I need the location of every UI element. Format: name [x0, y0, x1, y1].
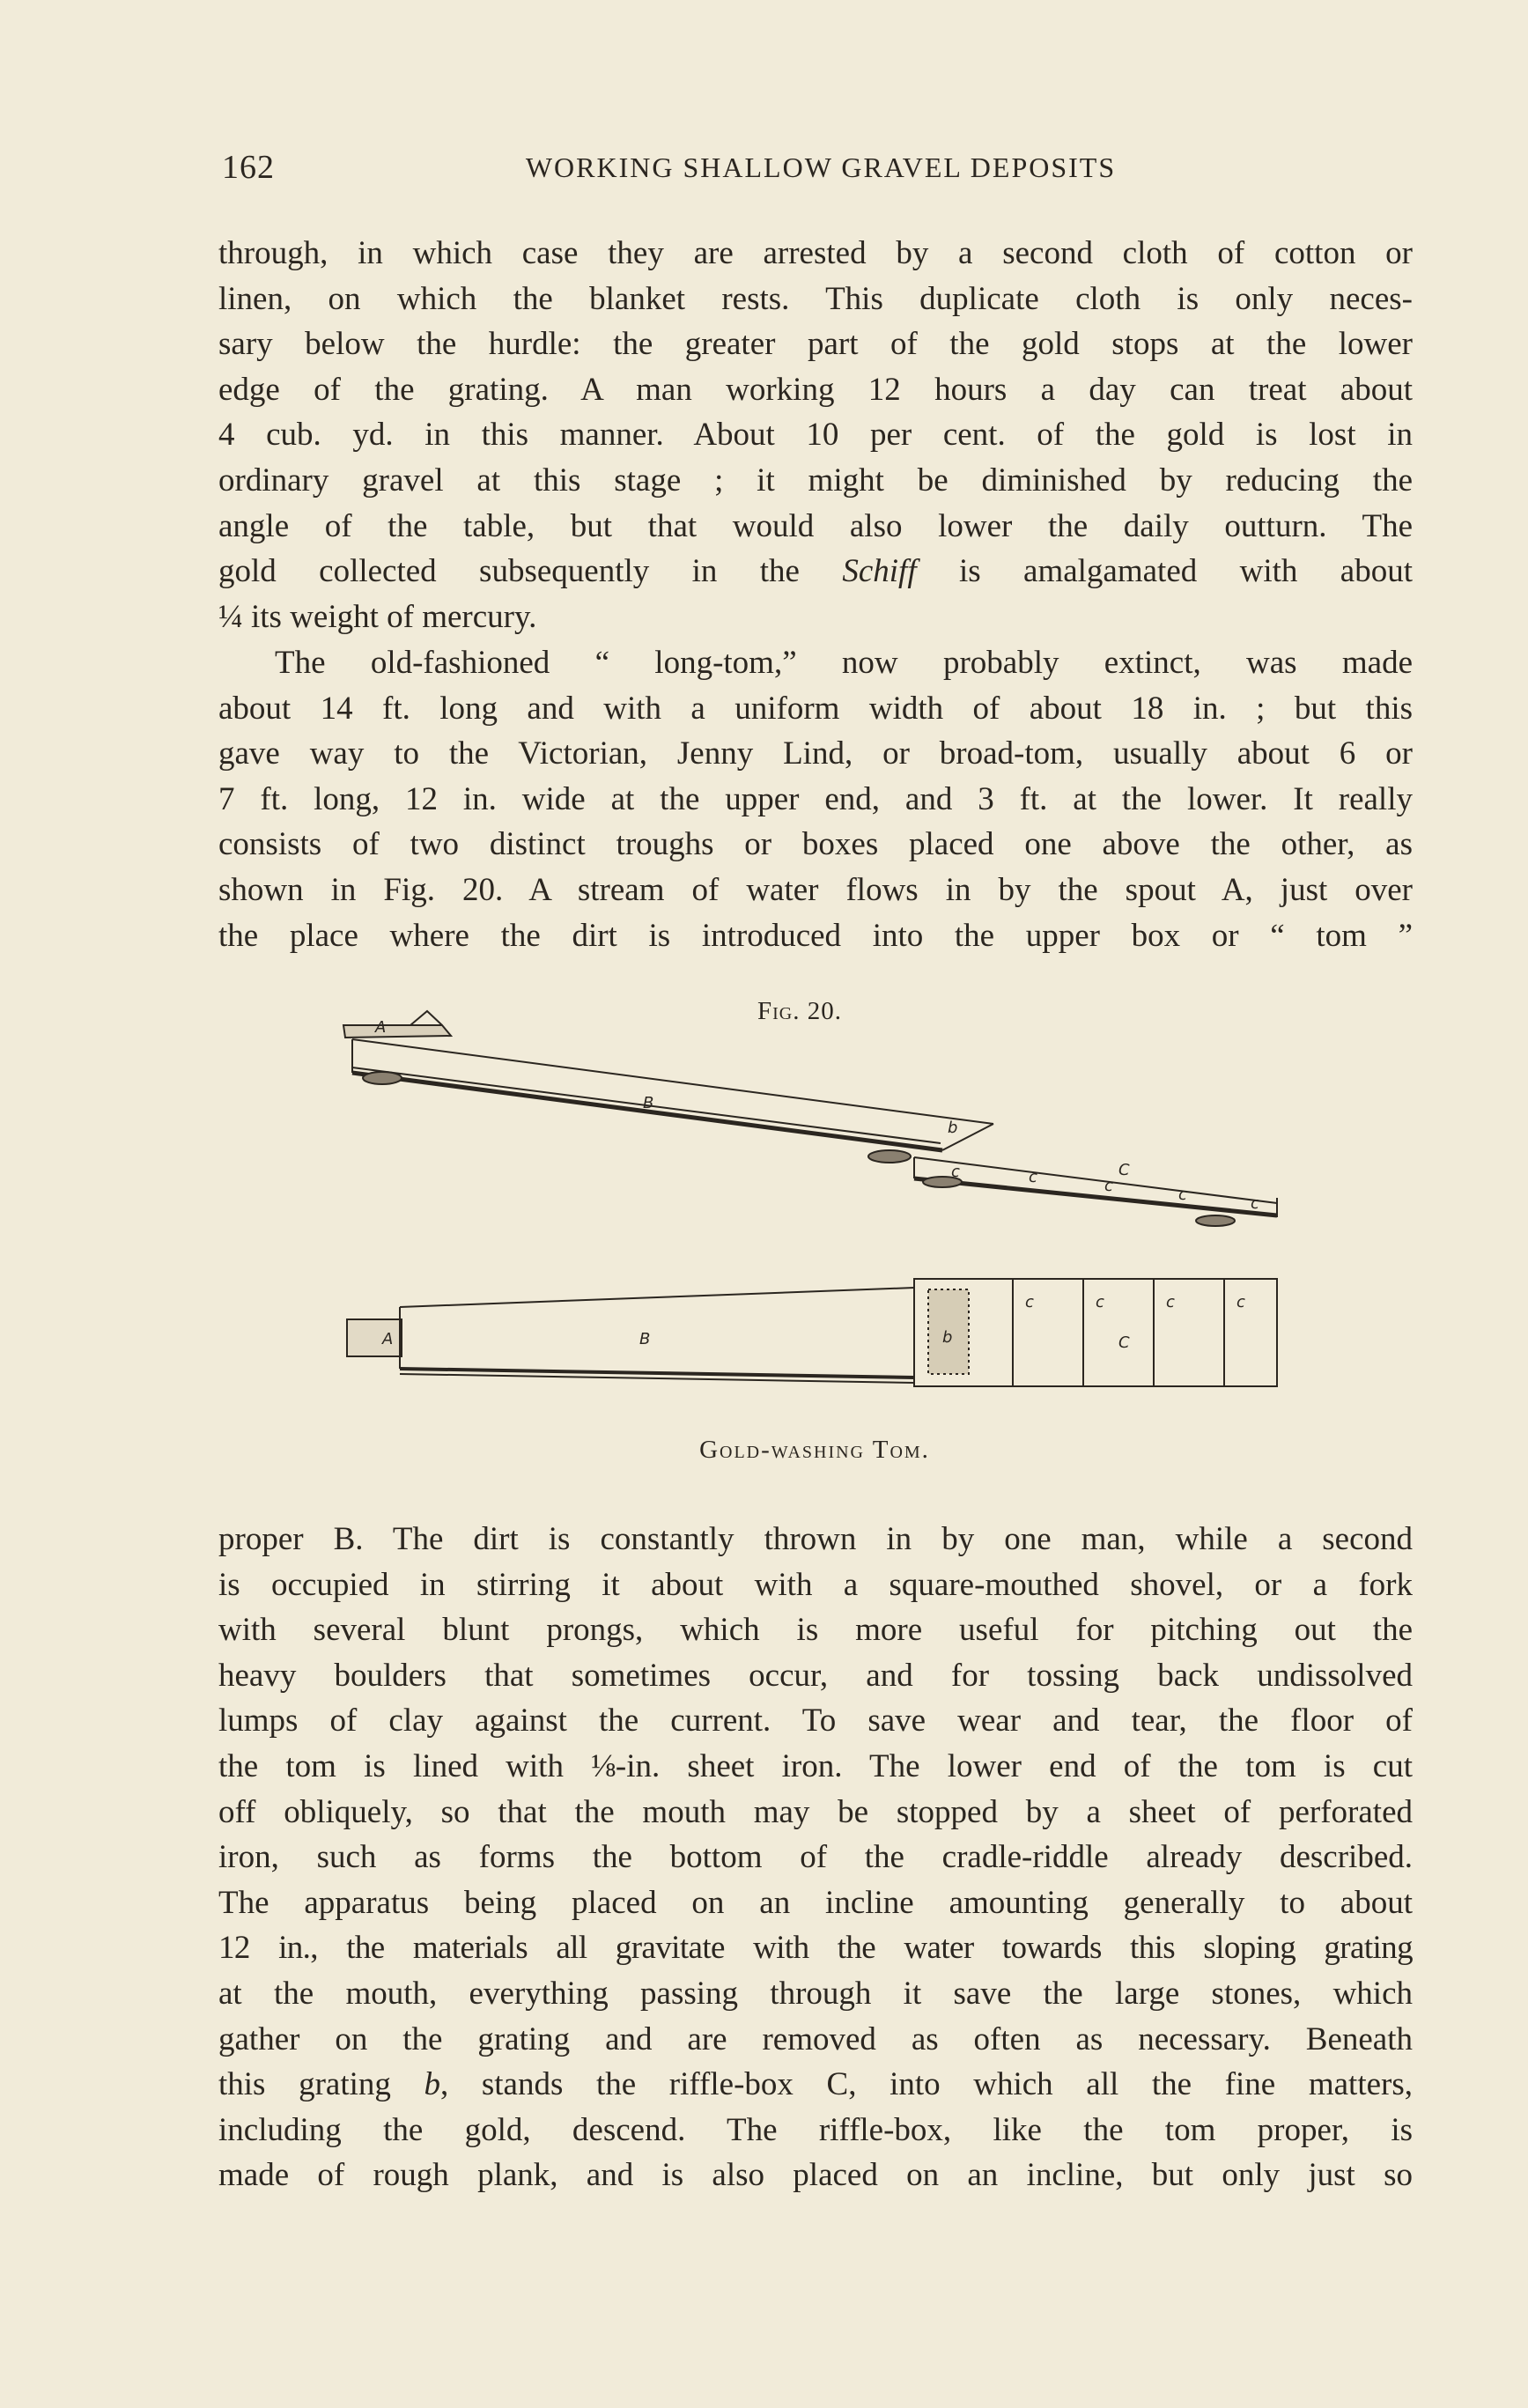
spout-plan — [347, 1319, 402, 1356]
text-line: iron, such as forms the bottom of the cradle-riddle already described. — [218, 1839, 1413, 1876]
label-c-small: c — [1029, 1168, 1037, 1186]
text-line: gave way to the Victorian, Jenny Lind, or broad-tom, usually about 6 or — [218, 735, 1413, 772]
text-line: with several blunt prongs, which is more useful for pitching out the — [218, 1612, 1413, 1649]
label-b-upper: B — [643, 1094, 654, 1112]
page-number: 162 — [222, 149, 275, 186]
label-c-plan: C — [1118, 1333, 1130, 1352]
figure-caption: Gold-washing Tom. — [699, 1436, 930, 1464]
label-c-upper: C — [1118, 1161, 1130, 1179]
italic-term: Schiff — [842, 553, 917, 590]
text-line: consists of two distinct troughs or boxes placed one above the other, as — [218, 826, 1413, 863]
text-span: gold collected subsequently in the — [218, 553, 843, 590]
tom-diagram — [326, 993, 1303, 1434]
text-line: linen, on which the blanket rests. This duplicate cloth is only neces- — [218, 280, 1413, 317]
text-line: 4 cub. yd. in this manner. About 10 per cent. of the gold is lost in — [218, 417, 1413, 454]
label-b-small: b — [948, 1119, 958, 1137]
text-line: 7 ft. long, 12 in. wide at the upper end, and 3 ft. at the lower. It really — [218, 780, 1413, 817]
support-block — [363, 1072, 402, 1084]
text-line: including the gold, descend. The riffle-box, like the tom proper, is — [218, 2111, 1413, 2148]
label-b-small-plan: b — [942, 1328, 953, 1347]
text-line: at the mouth, everything passing through it save the large stones, which — [218, 1975, 1413, 2012]
text-span: is amalgamated with about — [916, 553, 1413, 590]
label-c-small: c — [1251, 1194, 1259, 1213]
text-span: , stands the riffle-box C, into which all the fine matters, — [440, 2066, 1413, 2103]
plan-view — [347, 1279, 1277, 1386]
tom-top-edge — [352, 1039, 993, 1124]
paragraph-3 — [218, 1517, 1413, 2198]
text-line: about 14 ft. long and with a uniform width of about 18 in. ; but this — [218, 690, 1413, 727]
figure-20 — [326, 993, 1303, 1496]
spout-side — [343, 1025, 451, 1038]
italic-term: b — [424, 2066, 440, 2103]
paragraph-1 — [218, 231, 1413, 639]
text-span: this grating — [218, 2066, 424, 2103]
running-head: WORKING SHALLOW GRAVEL DEPOSITS — [525, 151, 1117, 183]
label-c-small: c — [951, 1163, 960, 1181]
text-line: angle of the table, but that would also lower the daily outturn. The — [218, 507, 1413, 544]
support-block — [868, 1150, 911, 1163]
text-line — [218, 2062, 1413, 2108]
paragraph-2 — [218, 640, 1413, 958]
text-line — [218, 549, 1413, 595]
text-line: the place where the dirt is introduced into the upper box or “ tom ” — [218, 917, 1413, 954]
side-elevation — [343, 1011, 1277, 1226]
text-line: sary below the hurdle: the greater part of the gold stops at the lower — [218, 326, 1413, 363]
label-a-plan: A — [382, 1330, 394, 1348]
text-line: proper B. The dirt is constantly thrown in by one man, while a second — [218, 1521, 1413, 1557]
text-line: The old-fashioned “ long-tom,” now probably extinct, was made — [275, 645, 1413, 681]
plan-letters — [381, 1293, 1245, 1352]
text-line: 12 in., the materials all gravitate with the water towards this sloping grating — [218, 1930, 1413, 1967]
text-line: through, in which case they are arrested by a second cloth of cotton or — [218, 235, 1413, 271]
label-c-small: c — [1104, 1177, 1113, 1195]
text-line: off obliquely, so that the mouth may be stopped by a sheet of perforated — [218, 1793, 1413, 1830]
text-line: is occupied in stirring it about with a square-mouthed shovel, or a fork — [218, 1566, 1413, 1603]
label-b-plan: B — [639, 1330, 651, 1348]
text-line: ¼ its weight of mercury. — [218, 598, 537, 635]
text-line: shown in Fig. 20. A stream of water flows in by the spout A, just over — [218, 871, 1413, 908]
label-c-small-plan: c — [1166, 1293, 1175, 1311]
text-line: the tom is lined with ⅛-in. sheet iron. The lower end of the tom is cut — [218, 1747, 1413, 1784]
support-block — [1196, 1215, 1235, 1226]
label-a: A — [375, 1018, 387, 1037]
page-header — [222, 148, 1420, 201]
text-line: made of rough plank, and is also placed on an incline, but only just so — [218, 2157, 1413, 2194]
figure-label: Fig. 20. — [757, 997, 842, 1025]
text-line: edge of the grating. A man working 12 hours a day can treat about — [218, 371, 1413, 408]
text-line: gather on the grating and are removed as often as necessary. Beneath — [218, 2020, 1413, 2057]
label-c-small-plan: c — [1096, 1293, 1104, 1311]
text-line: heavy boulders that sometimes occur, and for tossing back undissolved — [218, 1657, 1413, 1694]
spout-hood — [410, 1011, 442, 1025]
text-line: lumps of clay against the current. To save wear and tear, the floor of — [218, 1703, 1413, 1740]
label-c-small-plan: c — [1236, 1293, 1245, 1311]
label-c-small: c — [1178, 1186, 1187, 1204]
label-c-small-plan: c — [1025, 1293, 1034, 1311]
text-line: ordinary gravel at this stage ; it might be diminished by reducing the — [218, 462, 1413, 499]
tom-side-plan — [400, 1288, 914, 1307]
text-line: The apparatus being placed on an incline amounting generally to about — [218, 1884, 1413, 1921]
